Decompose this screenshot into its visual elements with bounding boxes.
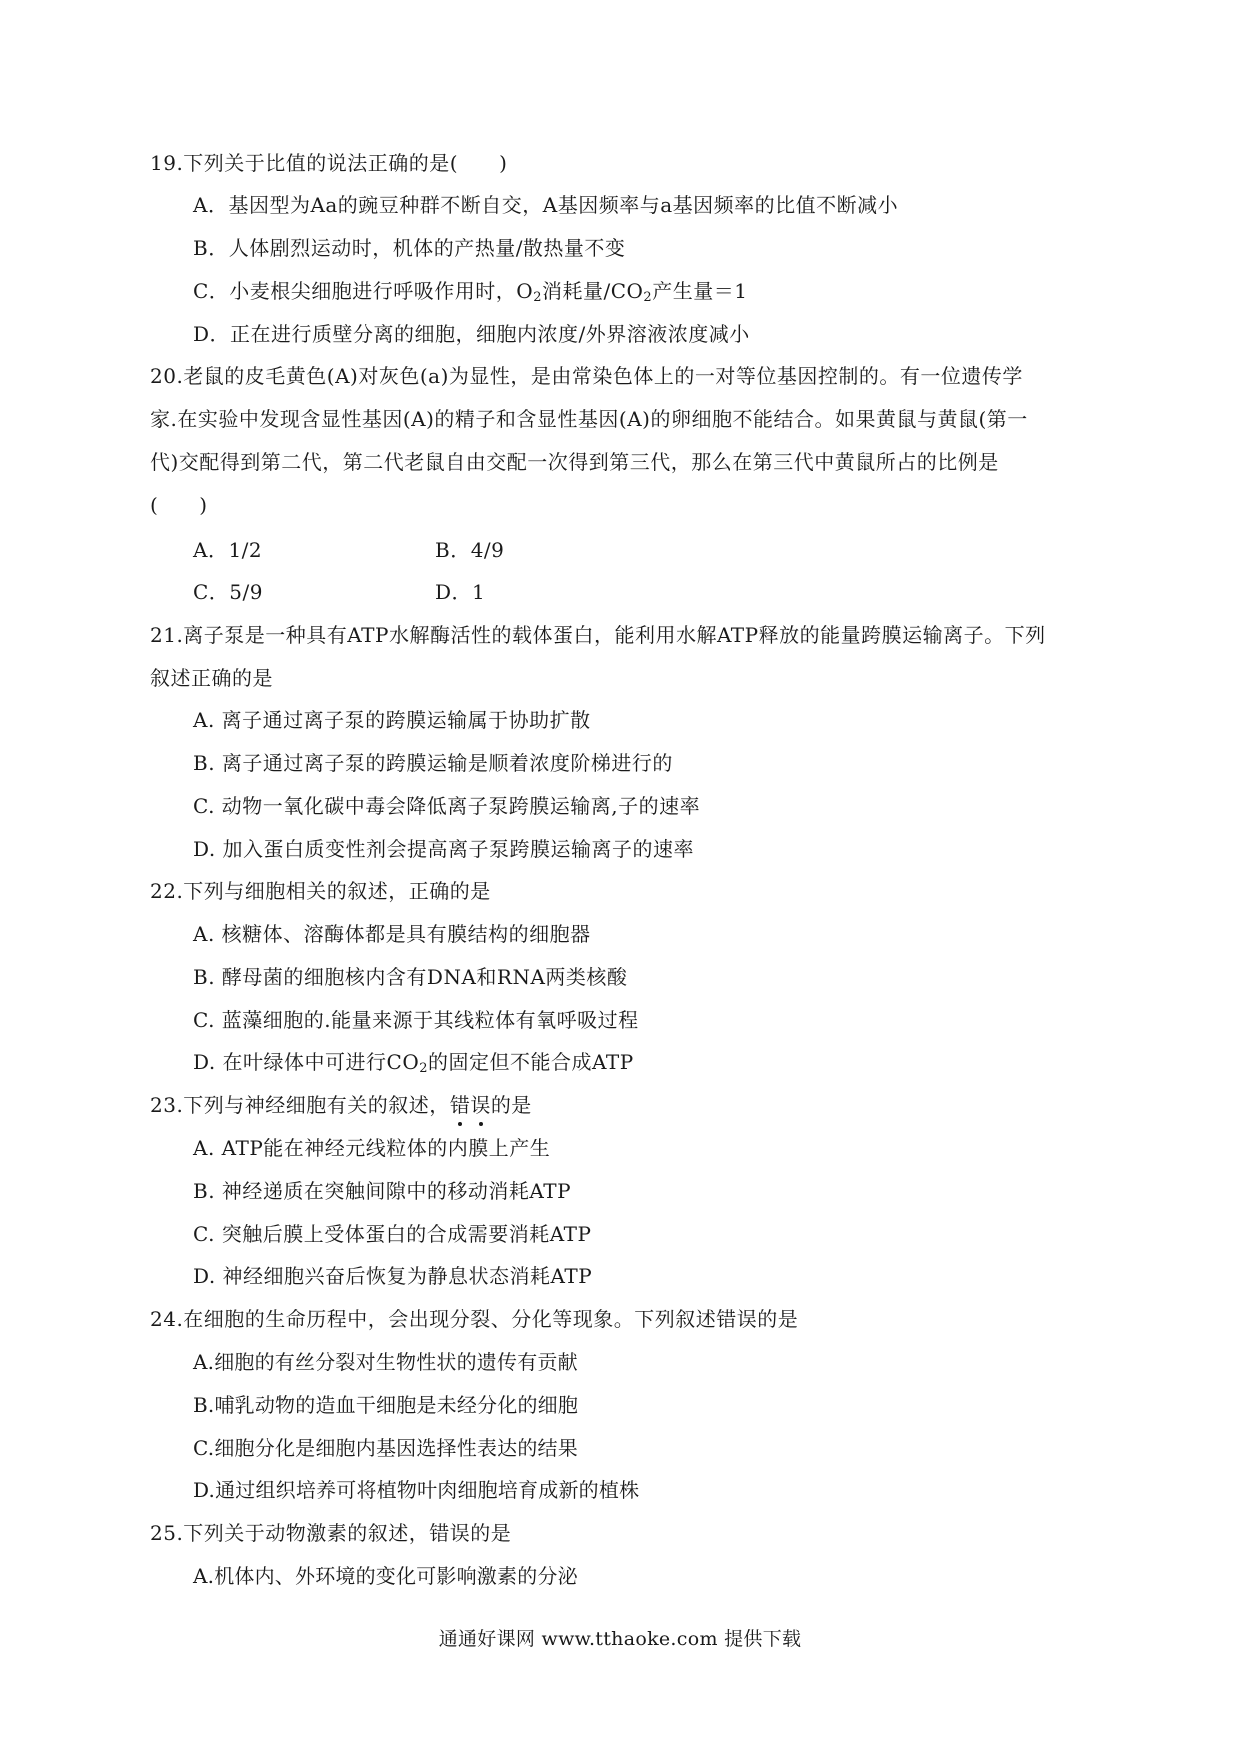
question-21-stem-line-2: 叙述正确的是 bbox=[150, 666, 273, 690]
option-c-text-1: C．小麦根尖细胞进行呼吸作用时，O bbox=[193, 279, 534, 303]
question-21-option-b: B. 离子通过离子泵的跨膜运输是顺着浓度阶梯进行的 bbox=[193, 751, 673, 775]
emphasis-character: 错 bbox=[449, 1093, 471, 1117]
question-21-option-a: A. 离子通过离子泵的跨膜运输属于协助扩散 bbox=[193, 708, 591, 732]
question-24-option-c: C.细胞分化是细胞内基因选择性表达的结果 bbox=[193, 1436, 578, 1460]
subscript-2: 2 bbox=[533, 290, 542, 305]
question-20-stem-line-2: 家.在实验中发现含显性基因(A)的精子和含显性基因(A)的卵细胞不能结合。如果黄鼠与黄鼠(第一 bbox=[150, 407, 1028, 431]
question-19-stem: 19.下列关于比值的说法正确的是( ) bbox=[150, 151, 508, 175]
question-22-stem: 22.下列与细胞相关的叙述，正确的是 bbox=[150, 879, 491, 903]
question-20-stem-line-1: 20.老鼠的皮毛黄色(A)对灰色(a)为显性，是由常染色体上的一对等位基因控制的。有一位遗传学 bbox=[150, 364, 1023, 388]
question-19-option-b: B．人体剧烈运动时，机体的产热量/散热量不变 bbox=[193, 236, 626, 260]
question-22-option-a: A. 核糖体、溶酶体都是具有膜结构的细胞器 bbox=[193, 922, 591, 946]
question-22-option-d bbox=[193, 1048, 634, 1076]
question-22-option-b: B. 酵母菌的细胞核内含有DNA和RNA两类核酸 bbox=[193, 965, 628, 989]
question-23-option-c: C. 突触后膜上受体蛋白的合成需要消耗ATP bbox=[193, 1222, 592, 1246]
question-24-option-b: B.哺乳动物的造血干细胞是未经分化的细胞 bbox=[193, 1393, 579, 1417]
emphasis-character: 误 bbox=[470, 1093, 491, 1117]
question-23-option-d: D. 神经细胞兴奋后恢复为静息状态消耗ATP bbox=[193, 1264, 593, 1288]
subscript-2: 2 bbox=[419, 1061, 429, 1076]
option-d-text-1: D. 在叶绿体中可进行CO bbox=[193, 1050, 420, 1074]
question-19-option-d: D．正在进行质壁分离的细胞，细胞内浓度/外界溶液浓度减小 bbox=[193, 322, 750, 346]
option-d-text-2: 的固定但不能合成ATP bbox=[428, 1050, 634, 1074]
subscript-2: 2 bbox=[643, 290, 653, 305]
question-23-option-b: B. 神经递质在突触间隙中的移动消耗ATP bbox=[193, 1179, 572, 1203]
question-20-stem-line-4: ( ) bbox=[150, 493, 208, 517]
question-25-option-a: A.机体内、外环境的变化可影响激素的分泌 bbox=[193, 1564, 578, 1588]
question-20-stem-line-3: 代)交配得到第二代，第二代老鼠自由交配一次得到第三代，那么在第三代中黄鼠所占的比例是 bbox=[150, 450, 999, 474]
question-20-option-b: B．4/9 bbox=[435, 538, 505, 562]
question-23-option-a: A. ATP能在神经元线粒体的内膜上产生 bbox=[193, 1136, 551, 1160]
question-23-stem-tail: 的是 bbox=[490, 1093, 532, 1117]
question-20-option-d: D．1 bbox=[435, 580, 486, 604]
question-24-option-d: D.通过组织培养可将植物叶肉细胞培育成新的植株 bbox=[193, 1478, 640, 1502]
question-19-option-a: A．基因型为Aa的豌豆种群不断自交，A基因频率与a基因频率的比值不断减小 bbox=[193, 193, 899, 217]
question-24-option-a: A.细胞的有丝分裂对生物性状的遗传有贡献 bbox=[193, 1350, 578, 1374]
question-20-option-a: A．1/2 bbox=[193, 538, 263, 562]
question-19-option-c bbox=[193, 277, 747, 305]
question-25-stem: 25.下列关于动物激素的叙述，错误的是 bbox=[150, 1521, 512, 1545]
question-24-stem: 24.在细胞的生命历程中，会出现分裂、分化等现象。下列叙述错误的是 bbox=[150, 1307, 799, 1331]
question-23-stem bbox=[150, 1091, 532, 1119]
question-21-stem-line-1: 21.离子泵是一种具有ATP水解酶活性的载体蛋白，能利用水解ATP释放的能量跨膜运输离子。下列 bbox=[150, 623, 1046, 647]
page-footer: 通通好课网 www.tthaoke.com 提供下载 bbox=[438, 1628, 802, 1650]
question-22-option-c: C. 蓝藻细胞的.能量来源于其线粒体有氧呼吸过程 bbox=[193, 1008, 639, 1032]
question-23-stem-text: 23.下列与神经细胞有关的叙述， bbox=[150, 1093, 450, 1117]
option-c-text-3: 产生量＝1 bbox=[652, 279, 748, 303]
option-c-text-2: 消耗量/CO bbox=[541, 279, 644, 303]
question-21-option-c: C. 动物一氧化碳中毒会降低离子泵跨膜运输离,子的速率 bbox=[193, 794, 701, 818]
question-20-option-c: C．5/9 bbox=[193, 580, 263, 604]
question-21-option-d: D. 加入蛋白质变性剂会提高离子泵跨膜运输离子的速率 bbox=[193, 837, 695, 861]
